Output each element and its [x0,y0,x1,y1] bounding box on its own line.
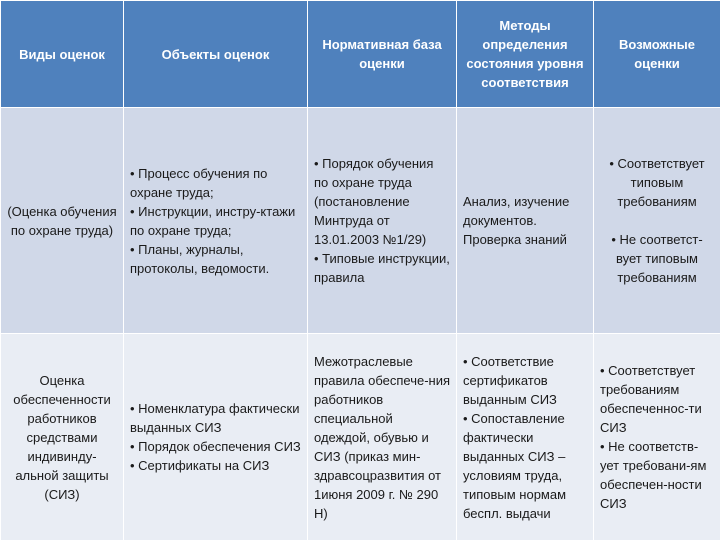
table-row [1,334,720,541]
kind-cell: Оценка обеспеченности работников средствами индивинду-альной защиты (СИЗ) [1,334,124,541]
kind-cell: (Оценка обучения по охране труда) [1,108,124,334]
header-norms: Нормативная база оценки [308,1,457,108]
objects-cell [124,108,308,334]
header-methods: Методы определения состояния уровня соответствия [457,1,594,108]
objects-item: • Номенклатура фактически выданных СИЗ [130,399,301,437]
assessment-item: • Не соответств-ует требовани-ям обеспечен-ности СИЗ [600,437,714,513]
header-row [1,1,720,108]
norm-item: • Типовые инструкции, правила [314,249,450,287]
assessment-item: • Не соответст-вует типовым требованиям [600,230,714,287]
assessment-item: • Соответствует типовым требованиям [600,154,714,211]
objects-item: • Инструкции, инстру-ктажи по охране труда; [130,202,301,240]
objects-item: • Порядок обеспечения СИЗ [130,437,301,456]
assessment-cell [594,334,720,541]
norm-cell: Межотраслевые правила обеспече-ния работников специальной одеждой, обувью и СИЗ (приказ мин-здравсоцразвития от 1июня 2009 г. № 290 Н) [308,334,457,541]
objects-item: • Сертификаты на СИЗ [130,456,301,475]
objects-item: • Планы, журналы, протоколы, ведомости. [130,240,301,278]
header-objects: Объекты оценок [124,1,308,108]
methods-cell [457,334,594,541]
methods-item: • Соответствие сертификатов выданным СИЗ [463,352,587,409]
assessment-cell [594,108,720,334]
norm-item: • Порядок обучения по охране труда (постановление Минтруда от 13.01.2003 №1/29) [314,154,450,249]
objects-item: • Процесс обучения по охране труда; [130,164,301,202]
assessment-item: • Соответствует требованиям обеспеченнос-ти СИЗ [600,361,714,437]
objects-cell [124,334,308,541]
header-kinds: Виды оценок [1,1,124,108]
table-row [1,108,720,334]
header-assessments: Возможные оценки [594,1,720,108]
methods-item: • Сопоставление фактически выданных СИЗ – условиям труда, типовым нормам беспл. выдачи [463,409,587,523]
norm-cell [308,108,457,334]
methods-cell: Анализ, изучение документов. Проверка знаний [457,108,594,334]
